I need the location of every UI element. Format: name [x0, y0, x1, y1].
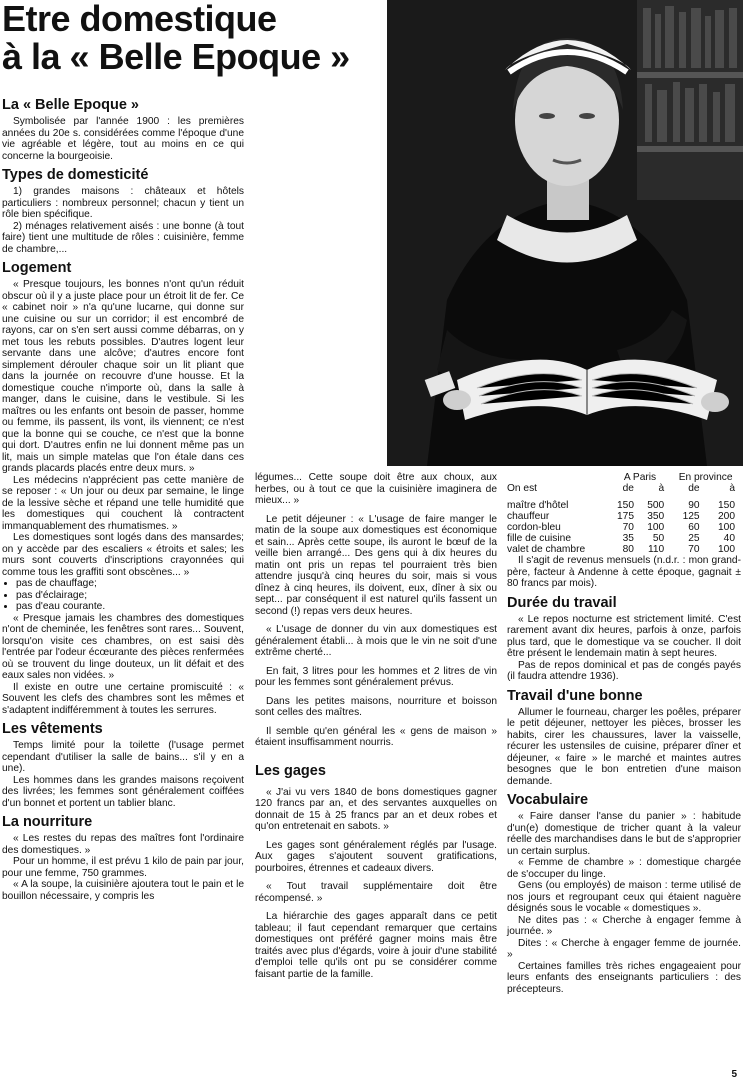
value-cell: 110 — [647, 544, 665, 555]
job-cell: maître d'hôtel — [507, 500, 569, 511]
paragraph: « A la soupe, la cuisinière ajoutera tout le pain et le bouillon nécessaire, y compris les — [2, 879, 244, 902]
heading-duree: Durée du travail — [507, 594, 617, 611]
value-cell: 50 — [652, 533, 665, 544]
value-cell: 500 — [647, 500, 665, 511]
paragraph: Ne dites pas : « Cherche à engager femme à journée. » — [507, 914, 741, 937]
table-row — [507, 522, 741, 533]
paragraph: Le petit déjeuner : « L'usage de faire manger le matin de la soupe aux domestiques est économique et sain... Après cette soupe, ils auront le bœuf de la veille bien arrangé... Des gens qui à dix heures du matin ont pris un repas tel pourraient très bien attendre jusqu'à cinq heures du soir, mais si vous dînez à cinq heures, ils doivent, eux, dîner à six ou sept... par conséquent il est naturel qu'ils fassent un second (!) repas vers deux heures. — [255, 513, 497, 617]
list-item: • pas d'eau courante. — [16, 601, 244, 613]
header-de: de — [622, 483, 634, 494]
header-paris: A Paris — [623, 472, 657, 483]
table-note: Il s'agit de revenus mensuels (n.d.r. : mon grand-père, facteur à Andenne à cette époque, gagnait ± 80 francs par mois). — [507, 555, 741, 589]
value-cell: 35 — [622, 533, 634, 544]
value-cell: 80 — [622, 544, 634, 555]
value-cell: 150 — [616, 500, 634, 511]
paragraph: Pour un homme, il est prévu 1 kilo de pain par jour, pour une femme, 750 grammes. — [2, 856, 244, 879]
value-cell: 70 — [622, 522, 634, 533]
value-cell: 100 — [647, 522, 665, 533]
heading-vetements: Les vêtements — [2, 721, 103, 737]
table-row — [507, 511, 741, 522]
table-row — [507, 544, 741, 555]
table-row — [507, 533, 741, 544]
paragraph: « Tout travail supplémentaire doit être récompensé. » — [255, 881, 497, 904]
title-line-2: à la « Belle Epoque » — [2, 36, 350, 77]
heading-nourriture: La nourriture — [2, 814, 93, 830]
header-on-est: On est — [507, 483, 538, 494]
paragraph: légumes... Cette soupe doit être aux choux, aux herbes, ou à tout ce que la cuisinière imaginera de mieux... » — [255, 472, 497, 506]
paragraph: Il semble qu'en général les « gens de maison » étaient insuffisamment nourris. — [255, 725, 497, 748]
paragraph: Gens (ou employés) de maison : terme utilisé de nos jours et regroupant ceux qui étaient naguère désignés sous le vocable « domestiques ». — [507, 880, 741, 914]
table-row — [507, 500, 741, 511]
value-cell: 60 — [688, 522, 700, 533]
paragraph: 1) grandes maisons : châteaux et hôtels particuliers : nombreux personnel; chacun y tient un rôle bien spécifique. — [2, 186, 244, 220]
heading-logement: Logement — [2, 260, 72, 276]
value-cell: 100 — [718, 522, 735, 533]
list-item: • pas de chauffage; — [16, 578, 244, 590]
paragraph: En fait, 3 litres pour les hommes et 2 litres de vin pour les femmes sont généralement prévus. — [255, 665, 497, 688]
paragraph: Temps limité pour la toilette (l'usage permet cependant d'utiliser la salle de bains... s'il y en a une). — [2, 740, 244, 774]
list-item: • pas d'éclairage; — [16, 590, 244, 602]
value-cell: 125 — [682, 511, 700, 522]
paragraph: Les domestiques sont logés dans des mansardes; on y accède par des escaliers « étroits et sales; les murs sont couverts d'inscriptions crayonnées qui comme tous les graffiti sont obscènes... » — [2, 532, 244, 578]
value-cell: 70 — [688, 544, 700, 555]
paragraph: Les gages sont généralement réglés par l'usage. Aux gages s'ajoutent souvent gratifications, pourboires, étrennes et cadeaux divers. — [255, 839, 497, 874]
job-cell: valet de chambre — [507, 544, 586, 555]
heading-types: Types de domesticité — [2, 167, 149, 183]
value-cell: 350 — [647, 511, 665, 522]
paragraph: « J'ai vu vers 1840 de bons domestiques gagner 120 francs par an, et des servantes auxquelles on donnait de 15 à 25 francs par an et deux robes et qu'on entretenait en sabots. » — [255, 786, 497, 832]
paragraph: « Le repos nocturne est strictement limité. C'est rarement avant dix heures, parfois à onze, parfois plus tard, que le domestique va se coucher. Il doit être présent le lendemain matin à sept heures. — [507, 613, 741, 659]
column-1 — [2, 92, 244, 902]
paragraph: Certaines familles très riches engageaient pour leurs enfants des enseignants particuliers : des précepteurs. — [507, 960, 741, 995]
paragraph: Dites : « Cherche à engager femme de journée. » — [507, 937, 741, 960]
job-cell: cordon-bleu — [507, 522, 561, 533]
paragraph: « Faire danser l'anse du panier » : habitude d'un(e) domestique de tricher quant à la valeur réelle des marchandises dans le but de s'approprier un certain surplus. — [507, 811, 741, 857]
paragraph: Pas de repos dominical et pas de congés payés (il faudra attendre 1936). — [507, 659, 741, 682]
bullet-list — [2, 578, 244, 613]
header-de: de — [688, 483, 700, 494]
paragraph: 2) ménages relativement aisés : une bonne (à tout faire) tient une multitude de rôles : cuisinière, femme de chambre,... — [2, 220, 244, 255]
paragraph: Symbolisée par l'année 1900 : les premières années du 20e s. considérées comme l'époque d'une vie agréable et légère, tout au moins en ce qui concerne la bourgeoisie. — [2, 116, 244, 162]
paragraph: Dans les petites maisons, nourriture et boisson sont celles des maîtres. — [255, 695, 497, 718]
heading-travail: Travail d'une bonne — [507, 687, 643, 704]
maid-photo — [387, 0, 743, 466]
job-cell: fille de cuisine — [507, 533, 571, 544]
value-cell: 25 — [688, 533, 700, 544]
header-a: à — [658, 483, 665, 494]
value-cell: 150 — [718, 500, 735, 511]
paragraph: Les hommes dans les grandes maisons reçoivent des livrées; les femmes sont généralement coiffées d'un bonnet et portent un tablier blanc. — [2, 774, 244, 809]
value-cell: 175 — [616, 511, 634, 522]
heading-belle-epoque: La « Belle Epoque » — [2, 97, 139, 113]
title-line-1: Etre domestique — [2, 0, 277, 39]
column-3 — [507, 472, 741, 995]
header-a: à — [729, 483, 735, 494]
value-cell: 100 — [718, 544, 735, 555]
wages-table — [507, 472, 741, 555]
job-cell: chauffeur — [507, 511, 550, 522]
paragraph: « Presque jamais les chambres des domestiques n'ont de cheminée, les fenêtres sont rares... Souvent, lorsqu'on visite ces chambres, on est saisi dès l'entrée par l'odeur écœurante des pièces renfermées où se trouvent du linge douteux, un lit défait et des eaux sales non vidées. » — [2, 612, 244, 681]
value-cell: 200 — [718, 511, 735, 522]
value-cell: 40 — [723, 533, 735, 544]
paragraph: « Presque toujours, les bonnes n'ont qu'un réduit obscur où il y a juste place pour un étroit lit de fer. Ce « cabinet noir » n'a qu'une lucarne, qui donne sur une cuisine ou sur un corridor; il est encombré de rayons, car on s'en sert aussi comme débarras, on y met tous les rebuts possibles. D'autres logent leur servante dans une alcôve; d'autres encore font simplement dérouler chaque soir un lit pliant que dans la journée on recouvre d'une housse. Et la domestique couche n'importe où, dans la salle à manger, dans le cuisine, dans le vestibule. Si les maîtres ou les enfants ont besoin de passer, homme ou femme, ils passent, ils vont, ils viennent; ce n'est que la bonne qui se couche, ce n'est que la bonne qui dort. D'autres enfin ne lui donnent même pas un lit, mais un simple matelas que l'on étale dans ces grands placards placés entre deux murs. » — [2, 279, 244, 474]
header-province: En province — [678, 472, 733, 483]
heading-vocabulaire: Vocabulaire — [507, 792, 589, 808]
heading-gages: Les gages — [255, 762, 326, 779]
paragraph: Il existe en outre une certaine promiscuité : « Souvent les clefs des chambres sont les mêmes et s'adaptent indifféremment à toutes les serrures. — [2, 681, 244, 716]
table-subheader-row — [507, 483, 741, 494]
paragraph: « L'usage de donner du vin aux domestiques est généralement établi... à mois que le vin ne soit d'une extrême cherté... — [255, 624, 497, 658]
paragraph: Les médecins n'apprécient pas cette manière de se reposer : « Un jour ou deux par semaine, le linge de la lessive sèche et répand une telle humidité que les domestiques qui couchent là contractent immanquablement des rhumatismes. » — [2, 474, 244, 532]
table-header-row — [507, 472, 741, 483]
column-2 — [255, 472, 497, 980]
paragraph: « Les restes du repas des maîtres font l'ordinaire des domestiques. » — [2, 833, 244, 856]
page-number: 5 — [731, 1069, 737, 1080]
maid-photo-image — [387, 0, 743, 466]
value-cell: 90 — [688, 500, 700, 511]
page-title — [2, 0, 382, 76]
paragraph: « Femme de chambre » : domestique chargée de s'occuper du linge. — [507, 857, 741, 880]
paragraph: Allumer le fourneau, charger les poêles, préparer le petit déjeuner, nettoyer les pièces, brosser les habits, cirer les chaussures, laver la vaisselle, récurer les ustensiles de cuisine, préparer dîner et déjeuner, « faire » le marché et maintes autres besognes que le bon entretien d'une maison demande. — [507, 706, 741, 787]
paragraph: La hiérarchie des gages apparaît dans ce petit tableau; il faut cependant remarquer que certains domestiques ont préféré gagner moins mais être traités avec plus d'égards, voire à jouir d'une stabilité d'emploi telle qu'ils ont pu se considérer comme faisant partie de la famille. — [255, 911, 497, 980]
